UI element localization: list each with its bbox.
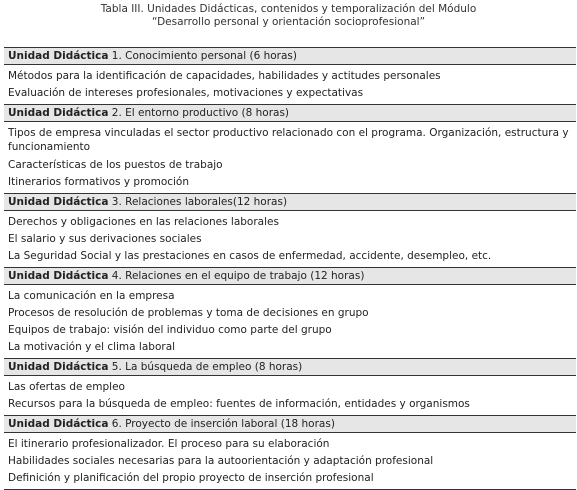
unit-2 [4, 105, 576, 194]
content-item: Equipos de trabajo: visión del individuo como parte del grupo [8, 324, 332, 336]
unit-header-lead: Unidad Didáctica [8, 50, 109, 62]
unit-contents [4, 122, 576, 194]
unit-header-title: 3. Relaciones laborales(12 horas) [108, 196, 288, 208]
unit-contents [4, 211, 576, 268]
content-item: Evaluación de intereses profesionales, motivaciones y expectativas [8, 87, 364, 99]
unit-contents [4, 433, 576, 490]
content-item: El itinerario profesionalizador. El proceso para su elaboración [8, 438, 330, 450]
unit-contents [4, 285, 576, 359]
content-item: Métodos para la identificación de capacidades, habilidades y actitudes personales [8, 70, 441, 82]
unit-header [4, 48, 576, 65]
unit-header [4, 359, 576, 376]
content-item: Habilidades sociales necesarias para la autoorientación y adaptación profesional [8, 455, 434, 467]
content-item: La comunicación en la empresa [8, 290, 175, 302]
unit-header-title: 2. El entorno productivo (8 horas) [108, 107, 290, 119]
caption-line-1: Tabla III. Unidades Didácticas, contenidos y temporalización del Módulo [100, 3, 477, 15]
unit-header-lead: Unidad Didáctica [8, 361, 109, 373]
unit-header [4, 416, 576, 433]
content-item: Procesos de resolución de problemas y toma de decisiones en grupo [8, 307, 369, 319]
content-item: La Seguridad Social y las prestaciones en casos de enfermedad, accidente, desempleo, etc. [8, 250, 492, 262]
content-item: Recursos para la búsqueda de empleo: fuentes de información, entidades y organismos [8, 398, 470, 410]
unit-header-title: 5. La búsqueda de empleo (8 horas) [108, 361, 303, 373]
unit-header [4, 194, 576, 211]
unit-header-title: 4. Relaciones en el equipo de trabajo (12 horas) [108, 270, 365, 282]
unit-header [4, 105, 576, 122]
unit-header [4, 268, 576, 285]
content-item: La motivación y el clima laboral [8, 341, 176, 353]
unit-3 [4, 194, 576, 268]
content-item: Las ofertas de empleo [8, 381, 125, 393]
units-table [4, 47, 576, 490]
unit-4 [4, 268, 576, 359]
unit-header-lead: Unidad Didáctica [8, 107, 109, 119]
unit-header-title: 6. Proyecto de inserción laboral (18 horas) [108, 418, 335, 430]
unit-header-title: 1. Conocimiento personal (6 horas) [108, 50, 298, 62]
table-caption [0, 3, 577, 29]
unit-5 [4, 359, 576, 416]
content-item: Definición y planificación del propio proyecto de inserción profesional [8, 472, 374, 484]
caption-line-2: “Desarrollo personal y orientación socioprofesional” [151, 16, 426, 28]
content-item: El salario y sus derivaciones sociales [8, 233, 202, 245]
unit-header-lead: Unidad Didáctica [8, 270, 109, 282]
unit-contents [4, 65, 576, 105]
unit-1 [4, 48, 576, 105]
content-item: Derechos y obligaciones en las relaciones laborales [8, 216, 279, 228]
unit-6 [4, 416, 576, 490]
content-item: Tipos de empresa vinculadas el sector productivo relacionado con el programa. Organización, estructura y funcionamiento [8, 127, 569, 153]
unit-header-lead: Unidad Didáctica [8, 196, 109, 208]
unit-header-lead: Unidad Didáctica [8, 418, 109, 430]
unit-contents [4, 376, 576, 416]
content-item: Características de los puestos de trabajo [8, 159, 223, 171]
content-item: Itinerarios formativos y promoción [8, 176, 190, 188]
